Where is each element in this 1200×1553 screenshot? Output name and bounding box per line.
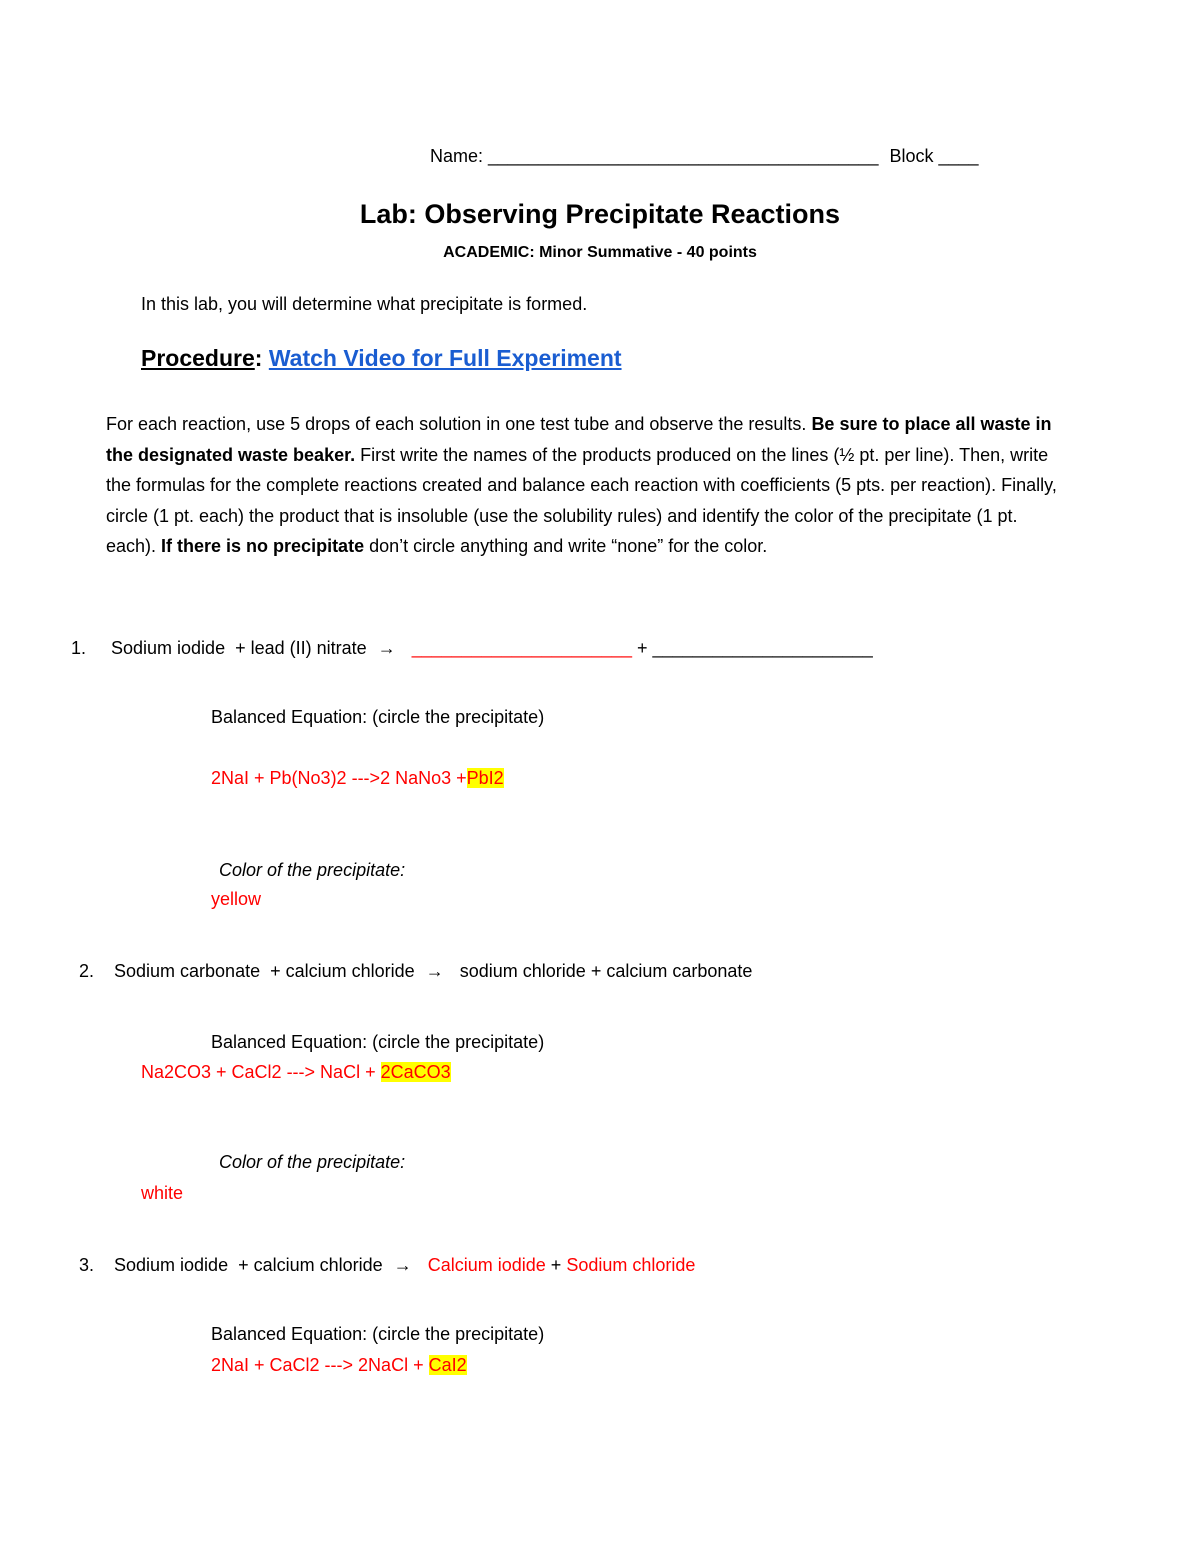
block-blank[interactable]: ____ <box>938 146 979 166</box>
reaction-2-precipitate: 2CaCO3 <box>380 1062 451 1082</box>
reaction-2-number: 2. <box>79 961 95 981</box>
instructions-bold-1: Be sure to place all waste in the designated waste beaker. <box>106 414 1052 465</box>
reaction-2-color-answer: white <box>141 1183 184 1203</box>
reaction-1-color-label: Color of the precipitate: <box>219 860 406 880</box>
procedure-colon: : <box>254 345 263 371</box>
reaction-3-equation-main: 2NaI + CaCl2 ---> 2NaCl + <box>211 1355 429 1375</box>
reaction-2-equation <box>141 1062 451 1083</box>
procedure-label: Procedure <box>141 345 255 371</box>
reaction-2-plus-1: + <box>270 961 281 981</box>
reaction-2-product-2: calcium carbonate <box>606 961 753 981</box>
reaction-1-precipitate: PbI2 <box>466 768 504 788</box>
reaction-1-line <box>111 638 873 659</box>
block-label: Block <box>889 146 934 166</box>
reaction-2-balanced-label: Balanced Equation: (circle the precipitate) <box>211 1032 545 1052</box>
reaction-1-balanced-label: Balanced Equation: (circle the precipitate) <box>211 707 545 727</box>
reaction-1-plus-2: + <box>636 638 648 658</box>
reaction-1-plus-1: + <box>235 638 246 658</box>
name-label: Name: <box>430 146 484 166</box>
reaction-1-equation-main: 2NaI + Pb(No3)2 --->2 NaNo3 + <box>211 768 467 788</box>
page-title: Lab: Observing Precipitate Reactions <box>359 199 841 229</box>
arrow-icon: → <box>393 1255 412 1275</box>
reaction-3-number: 3. <box>79 1255 95 1275</box>
reaction-3-reactant-1: Sodium iodide <box>114 1255 229 1275</box>
reaction-3-balanced-label: Balanced Equation: (circle the precipitate) <box>211 1324 545 1344</box>
reaction-2-color-label: Color of the precipitate: <box>219 1152 406 1172</box>
reaction-1-reactant-1: Sodium iodide <box>111 638 226 658</box>
reaction-2-equation-main: Na2CO3 + CaCl2 ---> NaCl + <box>141 1062 381 1082</box>
instructions-part-3: don’t circle anything and write “none” for the color. <box>364 536 768 557</box>
reaction-3-equation <box>211 1355 467 1376</box>
name-blank[interactable]: _______________________________________ <box>488 146 879 166</box>
reaction-3-reactant-2: calcium chloride <box>253 1255 383 1275</box>
name-block-line <box>430 146 979 167</box>
reaction-2-line <box>114 961 752 982</box>
reaction-1-product-2-blank[interactable]: ______________________ <box>652 638 873 658</box>
reaction-2-product-1: sodium chloride <box>459 961 586 981</box>
intro-text: In this lab, you will determine what precipitate is formed. <box>141 294 588 314</box>
reaction-3-plus-2: + <box>550 1255 562 1275</box>
reaction-3-line <box>114 1255 695 1276</box>
reaction-2-reactant-1: Sodium carbonate <box>114 961 261 981</box>
arrow-icon: → <box>425 961 444 981</box>
instructions-bold-2: If there is no precipitate <box>161 536 365 557</box>
reaction-2-plus-2: + <box>590 961 602 981</box>
page-subtitle: ACADEMIC: Minor Summative - 40 points <box>443 244 757 261</box>
reaction-1-product-1-blank[interactable]: ______________________ <box>411 638 632 658</box>
instructions-part-1: For each reaction, use 5 drops of each solution in one test tube and observe the results. <box>106 414 812 434</box>
reaction-1-number: 1. <box>71 638 87 658</box>
reaction-2-reactant-2: calcium chloride <box>285 961 415 981</box>
procedure-heading <box>141 345 622 372</box>
reaction-3-plus-1: + <box>238 1255 249 1275</box>
video-link[interactable]: Watch Video for Full Experiment <box>268 345 622 371</box>
instructions-part-2: First write the names of the products produced on the lines (½ pt. per line). Then, write the formulas for the complete reactions created and balance each reaction with coefficients (5 pts. per reaction). Finally, circle (1 pt. each) the product that is insoluble (use the solubility rules) and identify the color of the precipitate (1 pt. each). <box>106 444 1057 557</box>
reaction-1-equation <box>211 768 504 789</box>
instructions-paragraph <box>106 409 1066 562</box>
reaction-1-color-answer: yellow <box>211 889 262 909</box>
reaction-3-product-2: Sodium chloride <box>566 1255 696 1275</box>
reaction-1-reactant-2: lead (II) nitrate <box>250 638 367 658</box>
reaction-3-precipitate: CaI2 <box>428 1355 467 1375</box>
arrow-icon: → <box>377 638 396 658</box>
reaction-3-product-1: Calcium iodide <box>427 1255 546 1275</box>
